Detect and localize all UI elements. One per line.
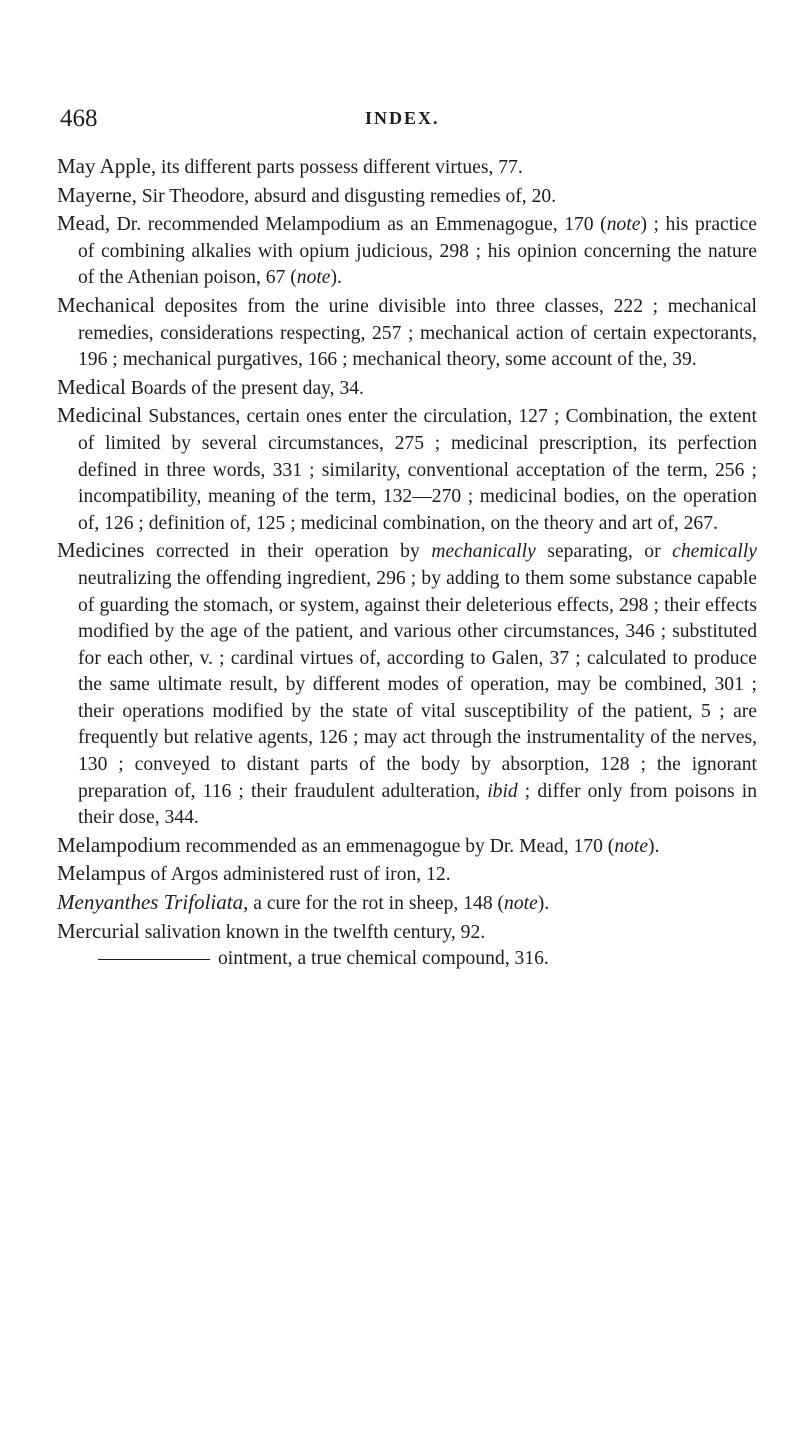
entry-italic: note [606,214,641,236]
entry-text: Boards of the present day, 34. [125,377,364,399]
entry-headword: Medicinal [57,403,143,428]
entry-headword: Melampus [57,861,146,886]
entry-text: separating, or [535,541,673,563]
entry-text: ). [330,267,342,289]
entry-text: a cure for the rot in sheep, 148 ( [248,893,505,915]
index-entry-menyanthes [57,889,757,918]
ditto-dash [98,959,210,960]
entry-headword: Menyanthes Trifoliata, [57,890,249,915]
index-entry-mechanical [57,292,757,374]
index-entry-mead [57,210,757,292]
index-entry-ointment [57,946,757,973]
entry-text: of Argos administered rust of iron, 12. [145,864,451,886]
entry-text: deposites from the urine divisible into three classes, 222 ; mechanical remedies, considerations respecting, 257 ; mechanical action of certain expectorants, 196 ; mechanical purgatives, 166 ; mechanical theory, some account of the, 39. [78,295,757,371]
entry-italic: note [296,267,331,289]
entry-text: ; differ only from poisons in their dose, 344. [78,780,757,829]
index-entry-mercurial [57,918,757,947]
entry-text: corrected in their operation by [144,541,432,563]
entry-headword: Mayerne, [57,182,137,207]
index-entry-medicinal [57,402,757,537]
entry-text: Substances, certain ones enter the circulation, 127 ; Combination, the extent of limited by several circumstances, 275 ; medicinal prescription, its perfection defined in three words, 331 ; similarity, conventional acceptation of the term, 256 ; incompatibility, meaning of the term, 132—270 ; medicinal bodies, on the operation of, 126 ; definition of, 125 ; medicinal combination, on the theory and art of, 267. [78,406,757,534]
entry-headword: Mead, [57,211,111,236]
entry-text: its different parts possess different virtues, 77. [156,157,523,178]
index-entry-melampus [57,860,757,889]
entry-headword: May Apple, [57,154,157,178]
entry-headword: Medicines [57,538,145,563]
entry-italic: note [504,893,538,915]
entry-text: ointment, a true chemical compound, 316. [218,948,549,970]
entry-headword: Melampodium [57,832,181,857]
entry-text: ). [537,893,550,915]
entry-text: ). [648,835,660,857]
index-entries [57,153,757,973]
index-entry-may-apple [57,153,757,182]
entry-text: ) ; his practice of combining alkalies with opium judicious, 298 ; his opinion concerning the nature of the Athenian poison, 67 ( [78,214,758,289]
page-number: 468 [60,105,98,132]
index-entry-melampodium [57,832,757,861]
entry-text: neutralizing the offending ingredient, 296 ; by adding to them some substance capable of guarding the stomach, or system, against their deleterious effects, 298 ; their effects modified by the age of the patient, and various other circumstances, 346 ; substituted for each other, v. ; cardinal virtues of, according to Galen, 37 ; calculated to produce the same ultimate result, by different modes of operation, may be combined, 301 ; their operations modified by the state of vital susceptibility of the patient, 5 ; are frequently but relative agents, 126 ; may act through the instrumentality of the nerves, 130 ; conveyed to distant parts of the body by absorption, 128 ; the ignorant preparation of, 116 ; their fraudulent adulteration, [78,567,757,802]
entry-text: recommended as an emmenagogue by Dr. Mead, 170 ( [180,835,615,857]
entry-headword: Mercurial [57,918,140,943]
running-head: INDEX. [365,108,440,128]
entry-italic: mechanically [431,541,536,563]
entry-text: Sir Theodore, absurd and disgusting remedies of, 20. [136,185,557,207]
entry-italic: chemically [672,541,758,563]
index-entry-medical [57,374,757,403]
index-entry-mayerne [57,182,757,211]
entry-italic: ibid [487,780,518,802]
entry-text: salivation known in the twelfth century, 92. [139,921,486,943]
entry-headword: Mechanical [57,292,155,317]
entry-italic: note [614,835,649,857]
page-header [60,105,680,135]
entry-headword: Medical [57,374,126,399]
index-entry-medicines [57,537,757,832]
entry-text: Dr. recommended Melampodium as an Emmenagogue, 170 ( [110,214,607,236]
